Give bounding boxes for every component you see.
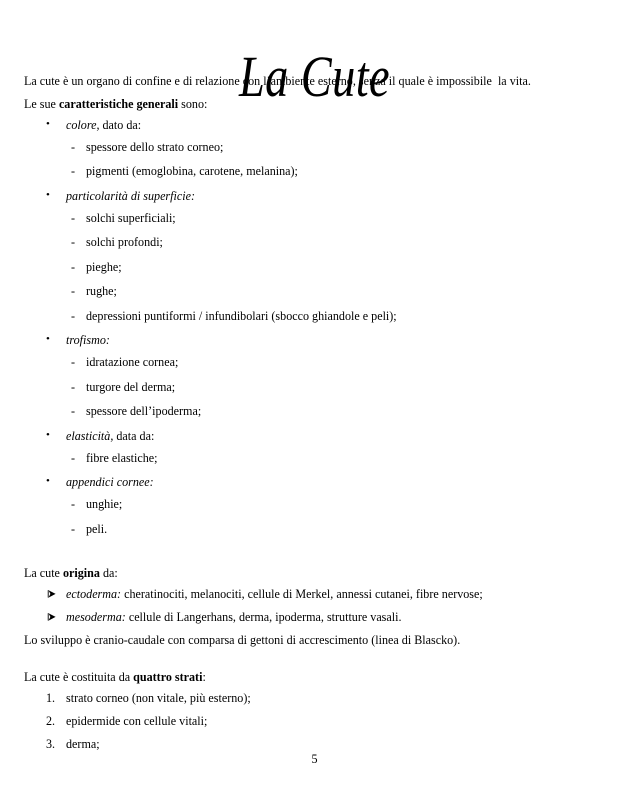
bullet-dot-icon: • [46, 117, 50, 130]
sub-list-item-text: fibre elastiche; [86, 450, 158, 465]
list-item-emphasis: particolarità di superficie: [66, 188, 195, 203]
list-item-text [66, 475, 154, 489]
numbered-list-item [24, 691, 609, 705]
list-item-text [66, 429, 154, 443]
list-item-emphasis: trofismo: [66, 333, 110, 347]
dash-marker-icon: - [71, 259, 76, 274]
dash-marker-icon: - [71, 521, 76, 536]
page-title: La Cute [238, 43, 391, 109]
section-spacer [24, 546, 609, 566]
sub-list-item [24, 211, 609, 225]
list-item-text [66, 189, 195, 203]
origin-item-rest: cheratinociti, melanociti, cellule di Merkel, annessi cutanei, fibre nervose; [121, 587, 483, 601]
layers-lead-in [24, 670, 609, 684]
bullet-dot-icon: • [46, 333, 50, 345]
origin-closing-paragraph: Lo sviluppo è cranio-caudale con comparsa di gettoni di accrescimento (linea di Blascko). [24, 633, 461, 647]
sub-list-item-text: turgore del derma; [86, 379, 176, 394]
list-item-rest: data da: [113, 428, 155, 443]
bullet-dot-icon: • [46, 188, 50, 201]
list-item-text [66, 118, 141, 132]
sub-list-item-text: rughe; [86, 284, 117, 298]
sub-list-item [24, 260, 609, 274]
sub-list-item [24, 355, 609, 369]
sub-list-item-text: pieghe; [86, 259, 122, 274]
section-spacer [24, 656, 609, 670]
sub-list-item-text: spessore dello strato corneo; [86, 139, 224, 154]
sub-list-item [24, 380, 609, 394]
list-item [24, 475, 609, 489]
dash-marker-icon: - [71, 379, 76, 394]
origin-lead-in-before: La cute [24, 566, 63, 580]
sub-list-item [24, 309, 609, 323]
sub-list-item-text: peli. [86, 521, 108, 536]
origin-list-item-text [66, 610, 402, 624]
document-body [24, 74, 609, 760]
arrow-bullet-icon [47, 587, 58, 601]
origin-lead-in-bold: origina [62, 566, 100, 580]
page-number: 5 [311, 752, 318, 766]
origin-list-item [24, 610, 609, 624]
list-item-text [66, 333, 110, 347]
bullet-dot-icon: • [46, 428, 50, 441]
sub-list-item [24, 497, 609, 511]
sub-list-item [24, 522, 609, 536]
lead-in-bold: caratteristiche generali [58, 96, 179, 111]
dash-marker-icon: - [71, 164, 76, 178]
list-number: 1. [46, 690, 56, 705]
dash-marker-icon: - [71, 497, 76, 511]
list-item-rest: dato da: [99, 117, 142, 132]
characteristics-lead-in [24, 97, 609, 111]
sub-list-item [24, 164, 609, 178]
lead-in-after: sono: [178, 96, 208, 111]
numbered-list-item-text: epidermide con cellule vitali; [66, 713, 208, 728]
origin-lead-in [24, 566, 609, 580]
sub-list-item-text: pigmenti (emoglobina, carotene, melanina); [86, 164, 298, 178]
list-number: 2. [46, 713, 56, 728]
sub-list-item-text: spessore dell’ipoderma; [86, 404, 202, 418]
arrow-bullet-icon [47, 610, 58, 624]
layers-lead-in-bold: quattro strati [133, 669, 203, 684]
origin-list-item [24, 587, 609, 601]
origin-item-rest: cellule di Langerhans, derma, ipoderma, strutture vasali. [125, 610, 402, 624]
list-item-emphasis: colore, [66, 117, 100, 132]
sub-list-item-text: solchi profondi; [86, 235, 163, 249]
dash-marker-icon: - [71, 139, 76, 154]
sub-list-item [24, 284, 609, 298]
sub-list-item-text: solchi superficiali; [86, 210, 176, 225]
numbered-list-item [24, 737, 609, 751]
list-item-emphasis: elasticità, [66, 428, 114, 443]
dash-marker-icon: - [71, 355, 76, 369]
origin-lead-in-after: da: [99, 566, 118, 580]
sub-list-item [24, 404, 609, 418]
bullet-dot-icon: • [46, 475, 50, 487]
sub-list-item-text: depressioni puntiformi / infundibolari (sbocco ghiandole e peli); [86, 308, 397, 323]
lead-in-before: Le sue [24, 96, 59, 111]
list-number: 3. [46, 736, 56, 751]
list-item-emphasis: appendici cornee: [66, 475, 154, 489]
dash-marker-icon: - [71, 235, 76, 249]
list-item [24, 189, 609, 203]
dash-marker-icon: - [71, 308, 76, 323]
numbered-list-item-text: strato corneo (non vitale, più esterno); [66, 690, 251, 705]
sub-list-item [24, 140, 609, 154]
sub-list-item-text: unghie; [86, 497, 123, 511]
list-item [24, 333, 609, 347]
sub-list-item-text: idratazione cornea; [86, 355, 179, 369]
dash-marker-icon: - [71, 210, 76, 225]
layers-lead-in-after: : [202, 669, 206, 684]
dash-marker-icon: - [71, 284, 76, 298]
sub-list-item [24, 235, 609, 249]
intro-paragraph: La cute è un organo di confine e di relazione con l’ambiente esterno, senza il quale è impossibile la vita. [24, 74, 531, 88]
origin-list-item-text [66, 587, 483, 601]
list-item [24, 118, 609, 132]
dash-marker-icon: - [71, 450, 76, 465]
sub-list-item [24, 451, 609, 465]
numbered-list-item [24, 714, 609, 728]
numbered-list-item-text: derma; [66, 736, 100, 751]
origin-item-emphasis: ectoderma: [66, 587, 122, 601]
dash-marker-icon: - [71, 404, 76, 418]
origin-item-emphasis: mesoderma: [66, 610, 126, 624]
list-item [24, 429, 609, 443]
layers-lead-in-before: La cute è costituita da [24, 669, 134, 684]
